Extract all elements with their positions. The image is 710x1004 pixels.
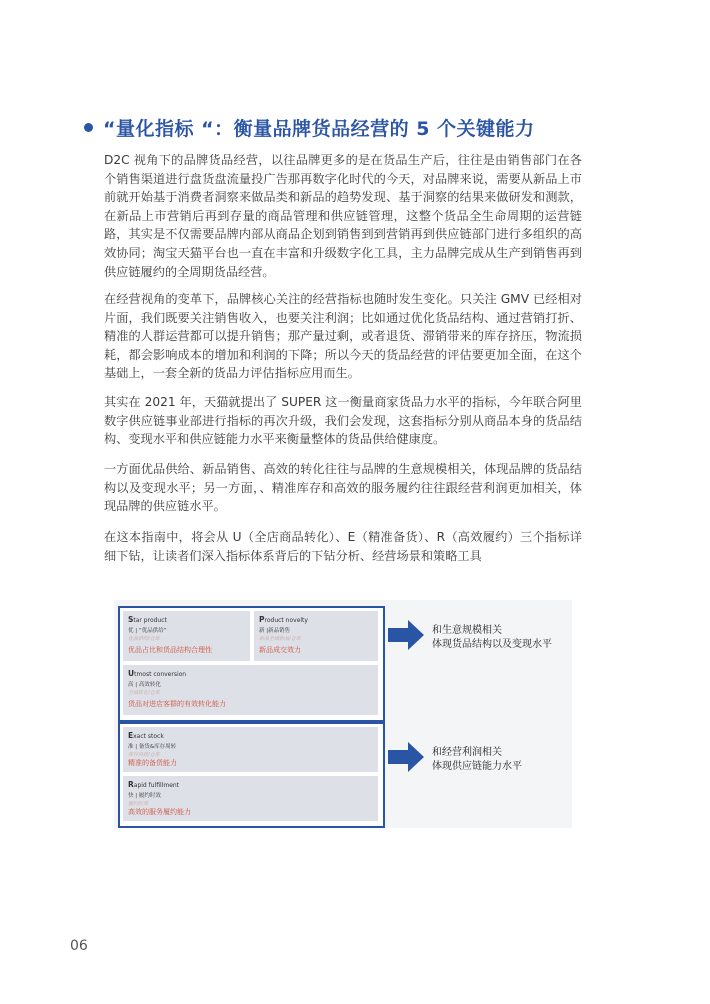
card-utmost-sub: 全域转化/仓库 bbox=[128, 690, 160, 696]
card-utmost-title: tmost conversion bbox=[134, 671, 187, 678]
card-star-initial: S bbox=[128, 615, 134, 624]
card-utmost-desc: 货品对进店客群的有效转化能力 bbox=[128, 700, 226, 708]
profit-relation-line-2: 体现供应链能力水平 bbox=[432, 761, 522, 772]
card-novelty-initial: P bbox=[259, 615, 265, 624]
card-exact-cn: 准 | 备货&库存周转 bbox=[128, 744, 177, 750]
scale-metrics-group bbox=[118, 606, 385, 722]
right-arrow-icon bbox=[388, 742, 424, 772]
card-rapid-fulfillment bbox=[123, 776, 378, 821]
profit-metrics-group bbox=[118, 722, 385, 828]
card-rapid-desc: 高效的服务履约能力 bbox=[128, 808, 191, 816]
section-heading bbox=[84, 114, 644, 141]
card-exact-initial: E bbox=[128, 731, 134, 740]
paragraph-2: 在经营视角的变革下，品牌核心关注的经营指标也随时发生变化。只关注 GMV 已经相对片面，我们既要关注销售收入，也要关注利润；比如通过优化货品结构、通过营销打折、精准的人群运营都可以提升销售；那产量过剩，或者退货、滞销带来的库存挤压，物流损耗，都会影响成本的增加和利润的下降；所以今天的货品经营的评估要更加全面，在这个基础上，一套全新的货品力评估指标应用而生。 bbox=[104, 292, 582, 381]
card-novelty-desc: 新品成交效力 bbox=[259, 646, 301, 654]
card-star-title: tar product bbox=[133, 617, 167, 624]
card-utmost-cn: 高 | 高效转化 bbox=[128, 682, 161, 688]
card-exact-title: xact stock bbox=[133, 733, 164, 740]
card-exact-stock bbox=[123, 727, 378, 772]
card-novelty-cn: 新 |新品销售 bbox=[259, 628, 291, 634]
paragraph-4: 一方面优品供给、新品销售、高效的转化往往与品牌的生意规模相关，体现品牌的货品结构以及变现水平；另一方面，、精准库存和高效的服务履约往往跟经营利润更加相关，体现品牌的供应链水平。 bbox=[104, 462, 582, 514]
card-exact-sub: 库存周转/仓库 bbox=[128, 752, 160, 758]
right-arrow-icon bbox=[388, 620, 424, 650]
card-exact-desc: 精准的备货能力 bbox=[128, 759, 177, 767]
card-utmost-conversion bbox=[123, 665, 378, 715]
profit-relation-line-1: 和经营利润相关 bbox=[432, 747, 502, 758]
card-star-cn: 优 | “优品供给” bbox=[128, 628, 167, 634]
card-utmost-initial: U bbox=[128, 669, 135, 678]
card-star-desc: 优品占比和货品结构合理性 bbox=[128, 646, 212, 654]
paragraph-1: D2C 视角下的品牌货品经营，以往品牌更多的是在货品生产后，往往是由销售部门在各个销售渠道进行盘货盘流量投广告那再数字化时代的今天，对品牌来说，需要从新品上市前就开始基于消费者洞察来做品类和新品的趋势发现、基于洞察的结果来做研发和测款，在新品上市营销后再到存量的商品管理和供应链管理，这整个货品全生命周期的运营链路，其实是不仅需要品牌内部从商品企划到销售到到营销再到供应链部门进行多组织的高效协同；淘宝天猫平台也一直在丰富和升级数字化工具，主力品牌完成从生产到销售再到供应链履约的全周期货品经营。 bbox=[104, 153, 582, 279]
card-novelty-title: roduct novelty bbox=[264, 617, 308, 624]
card-rapid-initial: R bbox=[128, 780, 134, 789]
heading-bullet-icon bbox=[84, 123, 93, 132]
card-rapid-title: apid fulfillment bbox=[133, 782, 180, 789]
paragraph-5: 在这本指南中，将会从 U（全店商品转化）、E（精准备货）、R（高效履约）三个指标详细下钻，让读者们深入指标体系背后的下钻分析、经营场景和策略工具 bbox=[104, 530, 582, 563]
scale-relation-line-2: 体现货品结构以及变现水平 bbox=[432, 639, 552, 650]
super-metrics-figure bbox=[114, 600, 572, 828]
profit-relation-text bbox=[432, 746, 522, 774]
page-number: 06 bbox=[70, 938, 88, 954]
card-rapid-cn: 快 | 履约时效 bbox=[128, 793, 161, 799]
paragraph-3: 其实在 2021 年，天猫就提出了 SUPER 这一衡量商家货品力水平的指标，今年联合阿里数字供应链事业部进行指标的再次升级，我们会发现，这套指标分别从商品本身的货品结构、变现水平和供应链能力水平来衡量整体的货品供给健康度。 bbox=[104, 395, 582, 447]
scale-relation-text bbox=[432, 624, 552, 652]
card-product-novelty bbox=[254, 611, 378, 661]
scale-relation-line-1: 和生意规模相关 bbox=[432, 625, 502, 636]
card-star-sub: 优品供给/仓库 bbox=[128, 636, 160, 642]
card-star-product bbox=[123, 611, 250, 661]
card-rapid-sub: 履约时效 bbox=[128, 801, 149, 807]
card-novelty-sub: 新品全域新品/仓库 bbox=[259, 636, 301, 642]
section-title: “量化指标 “：衡量品牌货品经营的 5 个关键能力 bbox=[103, 118, 535, 140]
